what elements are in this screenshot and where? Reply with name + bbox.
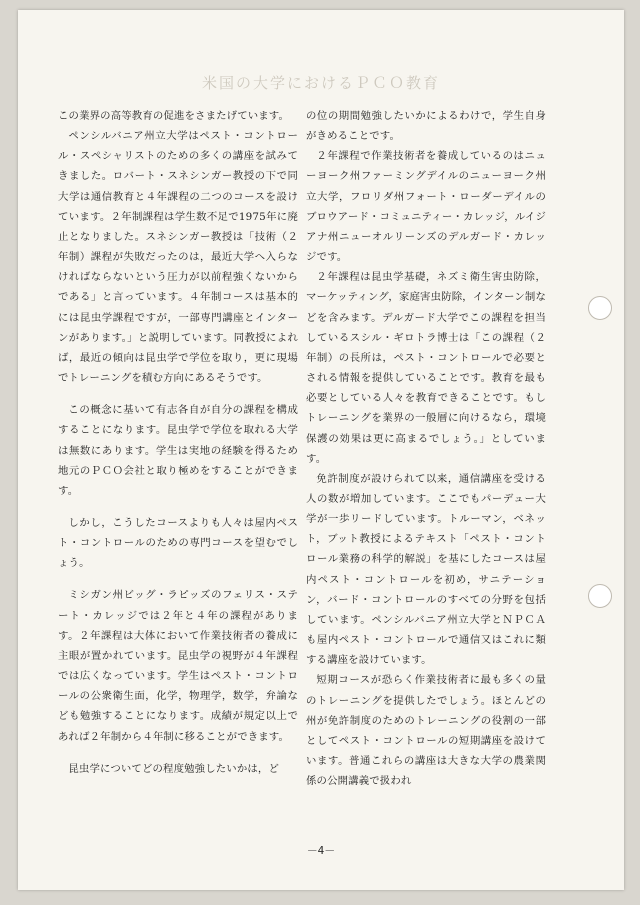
- paragraph: しかし，こうしたコースよりも人々は屋内ペスト・コントロールのための専門コースを望むでしょう。: [58, 516, 298, 570]
- paragraph: 昆虫学についてどの程度勉強したいかは，ど: [68, 762, 279, 775]
- punch-hole-icon: [588, 296, 612, 320]
- paragraph: ２年課程で作業技術者を養成しているのはニューヨーク州ファーミングデイルのニューヨーク州立大学，フロリダ州フォート・ローダーデイルのブロウアード・コミュニティー・カレッジ，ルイジアナ州ニューオルリーンズのデルガード・カレッジです。: [306, 150, 546, 264]
- paragraph: この概念に基いて有志各自が自分の課程を構成することになります。昆虫学で学位を取れる大学は無数にあります。学生は実地の経験を得るため地元のＰＣＯ会社と取り極めをすることができます。: [58, 404, 298, 497]
- paragraph: ミシガン州ビッグ・ラピッズのフェリス・ステート・カレッジでは２年と４年の課程があります。２年課程は大体において作業技術者の養成に主眼が置かれています。昆虫学の視野が４年課程では広くなっています。学生はペスト・コントロールの公衆衛生面，化学，物理学，数学，弁論なども勉強することになります。成績が規定以上であれば２年制から４年制に移ることができます。: [58, 589, 298, 743]
- paragraph: の位の期間勉強したいかによるわけで，学生自身がきめることです。: [306, 110, 546, 143]
- document-page: [18, 10, 624, 890]
- page-number: －4－: [306, 844, 336, 857]
- paragraph: 免許制度が設けられて以来，通信講座を受ける人の数が増加しています。ここでもパーデュー大学が一歩リードしています。トルーマン，ベネット，ブット教授によるテキスト「ペスト・コントロール業務の科学的解説」を基にしたコースは屋内ペスト・コントロールを初め，サニテーション，バード・コントロールのすべての分野を包括しています。ペンシルバニア州立大学とＮＰＣＡも屋内ペスト・コントロールで通信又はこれに類する講座を設けています。: [306, 472, 546, 667]
- left-text-column: [58, 106, 298, 779]
- paragraph: ペンシルバニア州立大学はペスト・コントロール・スペシャリストのための多くの講座を試みてきました。ロバート・スネシンガー教授の下で同大学は通信教育と４年課程の二つのコースを設けています。２年制課程は学生数不足で1975年に廃止となりました。スネシンガー教授は「技術（２年制）課程が失敗だったのは，最近大学へ入らなければならないという圧力が以前程強くないからである」と言っています。４年制コースは基本的には昆虫学課程ですが，一部専門講座とインターンがあります。」と説明しています。同教授によれば，最近の傾向は昆虫学で学位を取り，更に現場でトレーニングを積む方向にあるそうです。: [58, 130, 298, 385]
- paragraph: この業界の高等教育の促進をさまたげています。: [58, 110, 290, 122]
- paragraph: 短期コースが恐らく作業技術者に最も多くの量のトレーニングを提供したでしょう。ほとんどの州が免許制度のためのトレーニングの役割の一部としてペスト・コントロールの短期講座を設けています。普通これらの講座は大きな大学の農業関係の公開講義で扱われ: [306, 674, 546, 788]
- faded-header-title: 米国の大学におけるＰＣＯ教育: [201, 74, 440, 92]
- punch-hole-icon: [588, 584, 612, 608]
- right-text-column: [306, 106, 546, 791]
- paragraph: ２年課程は昆虫学基礎，ネズミ衛生害虫防除，マーケッティング，家庭害虫防除，インターン制などを含みます。デルガード大学でこの課程を担当しているスシル・ギロトラ博士は「この課程（２年制）の長所は，ペスト・コントロールで必要とされる情報を提供していることです。教育を最も必要としている人々を教育できることです。もしトレーニングを業界の一般層に向けるなら，環境保護の効果は更に高まるでしょう。」としています。: [306, 271, 546, 465]
